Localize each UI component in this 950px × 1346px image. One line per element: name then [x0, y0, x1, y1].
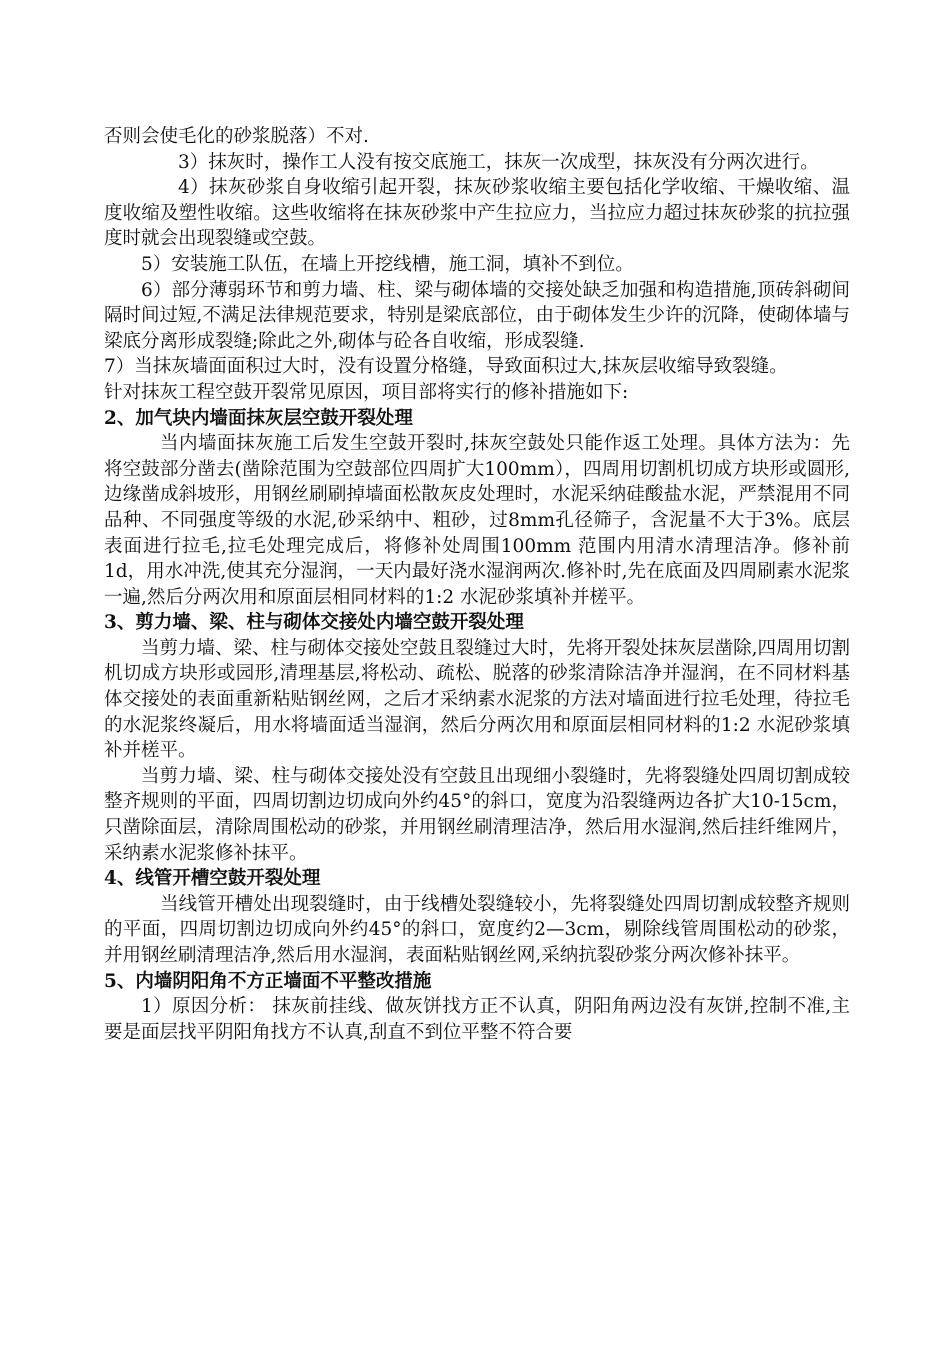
paragraph-section-2-body: 当内墙面抹灰施工后发生空鼓开裂时,抹灰空鼓处只能作返工处理。具体方法为：先将空鼓部分凿去(凿除范围为空鼓部位四周扩大100mm），四周用切割机切成方块形或圆形,边缘凿成斜坡形，用钢丝刷刷掉墙面松散灰皮处理时，水泥采纳硅酸盐水泥，严禁混用不同品种、不同强度等级的水泥,砂采纳中、粗砂，过8mm孔径筛子，含泥量不大于3%。底层表面进行拉毛,拉毛处理完成后，将修补处周围100mm 范围内用清水清理洁净。修补前1d，用水冲洗,使其充分湿润，一天内最好浇水湿润两次.修补时,先在底面及四周刷素水泥浆一遍,然后分两次用和原面层相同材料的1:2 水泥砂浆填补并槎平。: [104, 433, 850, 608]
paragraph-cause-7: 7）当抹灰墙面面积过大时，没有设置分格缝，导致面积过大,抹灰层收缩导致裂缝。: [104, 356, 788, 378]
section-heading-4: 4、线管开槽空鼓开裂处理: [104, 868, 321, 890]
paragraph-continuation: 否则会使毛化的砂浆脱落）不对.: [104, 126, 369, 147]
section-heading-3: 3、剪力墙、梁、柱与砌体交接处内墙空鼓开裂处理: [104, 612, 524, 634]
paragraph-cause-5: 5）安装施工队伍，在墙上开挖线槽，施工洞，填补不到位。: [141, 253, 634, 275]
document-page: [104, 124, 850, 1045]
section-heading-5: 5、内墙阴阳角不方正墙面不平整改措施: [104, 970, 432, 992]
paragraph-measures-intro: 针对抹灰工程空鼓开裂常见原因，项目部将实行的修补措施如下:: [104, 381, 629, 403]
paragraph-section-5-body: 1）原因分析： 抹灰前挂线、做灰饼找方正不认真，阴阳角两边没有灰饼,控制不准,主要是面层找平阴阳角找方不认真,刮直不到位平整不符合要: [104, 996, 850, 1043]
paragraph-section-3-body-2: 当剪力墙、梁、柱与砌体交接处没有空鼓且出现细小裂缝时，先将裂缝处四周切割成较整齐规则的平面，四周切割边切成向外约45°的斜口，宽度为沿裂缝两边各扩大10-15cm，只凿除面层，清除周围松动的砂浆，并用钢丝刷清理洁净，然后用水湿润,然后挂纤维网片，采纳素水泥浆修补抹平。: [104, 765, 850, 864]
paragraph-section-3-body-1: 当剪力墙、梁、柱与砌体交接处空鼓且裂缝过大时，先将开裂处抹灰层凿除,四周用切割机切成方块形或园形,清理基层,将松动、疏松、脱落的砂浆清除洁净并湿润，在不同材料基体交接处的表面重新粘贴钢丝网，之后才采纳素水泥浆的方法对墙面进行拉毛处理，待拉毛的水泥浆终凝后，用水将墙面适当湿润，然后分两次用和原面层相同材料的1:2 水泥砂浆填补并槎平。: [104, 637, 850, 762]
paragraph-section-4-body: 当线管开槽处出现裂缝时，由于线槽处裂缝较小，先将裂缝处四周切割成较整齐规则的平面，四周切割边切成向外约45°的斜口，宽度约2—3cm，剔除线管周围松动的砂浆，并用钢丝刷清理洁净,然后用水湿润，表面粘贴钢丝网,采纳抗裂砂浆分两次修补抹平。: [104, 893, 850, 966]
section-heading-2: 2、加气块内墙面抹灰层空鼓开裂处理: [104, 407, 413, 429]
paragraph-cause-4: 4）抹灰砂浆自身收缩引起开裂，抹灰砂浆收缩主要包括化学收缩、干燥收缩、温度收缩及塑性收缩。这些收缩将在抹灰砂浆中产生拉应力，当拉应力超过抹灰砂浆的抗拉强度时就会出现裂缝或空鼓。: [104, 177, 850, 250]
paragraph-cause-3: 3）抹灰时，操作工人没有按交底施工，抹灰一次成型，抹灰没有分两次进行。: [178, 151, 819, 173]
paragraph-cause-6: 6）部分薄弱环节和剪力墙、柱、梁与砌体墙的交接处缺乏加强和构造措施,顶砖斜砌间隔时间过短,不满足法律规范要求，特别是梁底部位，由于砌体发生少许的沉降，使砌体墙与梁底分离形成裂缝;除此之外,砌体与砼各自收缩，形成裂缝.: [104, 279, 850, 352]
